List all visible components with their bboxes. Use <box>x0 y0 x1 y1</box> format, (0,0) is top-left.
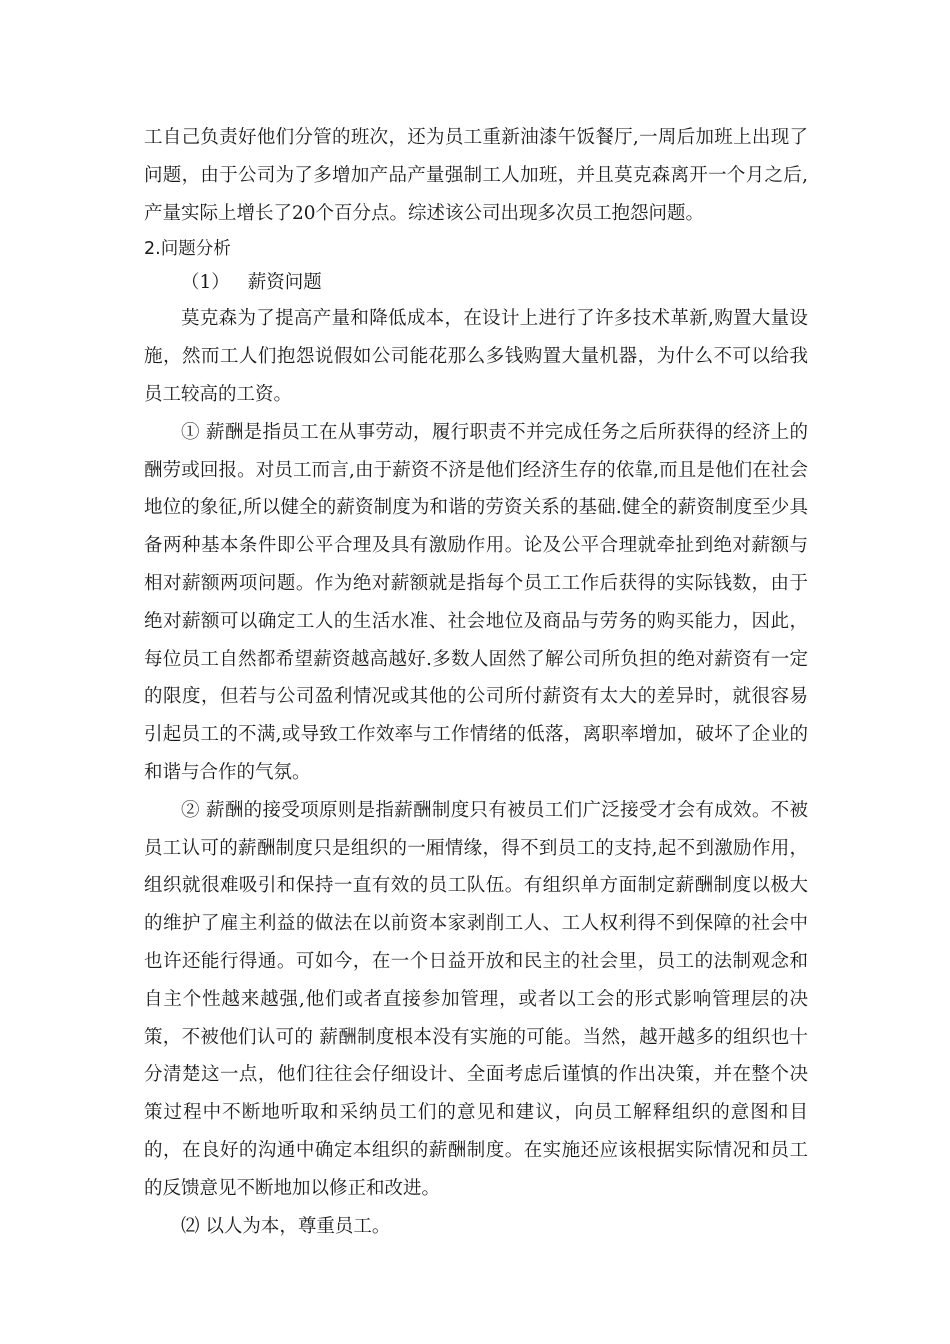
body-text <box>144 119 808 1245</box>
subsection-number: （1） <box>181 272 230 294</box>
paragraph-3: ② 薪酬的接受项原则是指薪酬制度只有被员工们广泛接受才会有成效。不被员工认可的薪酬制度只是组织的一厢情缘，得不到员工的支持,起不到激励作用，组织就很难吸引和保持一直有效的员工队伍。有组织单方面制定薪酬制度以极大的维护了雇主利益的做法在以前资本家剥削工人、工人权利得不到保障的社会中也许还能行得通。可如今，在一个日益开放和民主的社会里，员工的法制观念和自主个性越来越强,他们或者直接参加管理，或者以工会的形式影响管理层的决策，不被他们认可的 薪酬制度根本没有实施的可能。当然，越开越多的组织也十分清楚这一点，他们往往会仔细设计、全面考虑后谨慎的作出决策，并在整个决策过程中不断地听取和采纳员工们的意见和建议，向员工解释组织的意图和目的，在良好的沟通中确定本组织的薪酬制度。在实施还应该根据实际情况和员工的反馈意见不断地加以修正和改进。 <box>144 799 808 1199</box>
subsection-title: 薪资问题 <box>247 272 322 294</box>
paragraph-4: ⑵ 以人为本，尊重员工。 <box>181 1215 391 1237</box>
section-heading: 2.问题分析 <box>144 239 231 260</box>
subsection-heading-salary <box>144 266 808 300</box>
paragraph-intro: 工自己负责好他们分管的班次，还为员工重新油漆午饭餐厅,一周后加班上出现了问题，由于公司为了多增加产品产量强制工人加班，并且莫克森离开一个月之后,产量实际上增长了20个百分点。综述该公司出现多次员工抱怨问题。 <box>144 127 808 224</box>
paragraph-1: 莫克森为了提高产量和降低成本，在设计上进行了许多技术革新,购置大量设施，然而工人们抱怨说假如公司能花那么多钱购置大量机器，为什么不可以给我员工较高的工资。 <box>144 308 808 405</box>
paragraph-2: ① 薪酬是指员工在从事劳动，履行职责不并完成任务之后所获得的经济上的酬劳或回报。对员工而言,由于薪资不济是他们经济生存的依靠,而且是他们在社会地位的象征,所以健全的薪资制度为和谐的劳资关系的基础.健全的薪资制度至少具备两种基本条件即公平合理及具有激励作用。论及公平合理就牵扯到绝对薪额与相对薪额两项问题。作为绝对薪额就是指每个员工工作后获得的实际钱数，由于绝对薪额可以确定工人的生活水准、社会地位及商品与劳务的购买能力，因此，每位员工自然都希望薪资越高越好.多数人固然了解公司所负担的绝对薪资有一定的限度，但若与公司盈利情况或其他的公司所付薪资有太大的差异时，就很容易引起员工的不满,或导致工作效率与工作情绪的低落，离职率增加，破坏了企业的和谐与合作的气氛。 <box>144 421 808 783</box>
